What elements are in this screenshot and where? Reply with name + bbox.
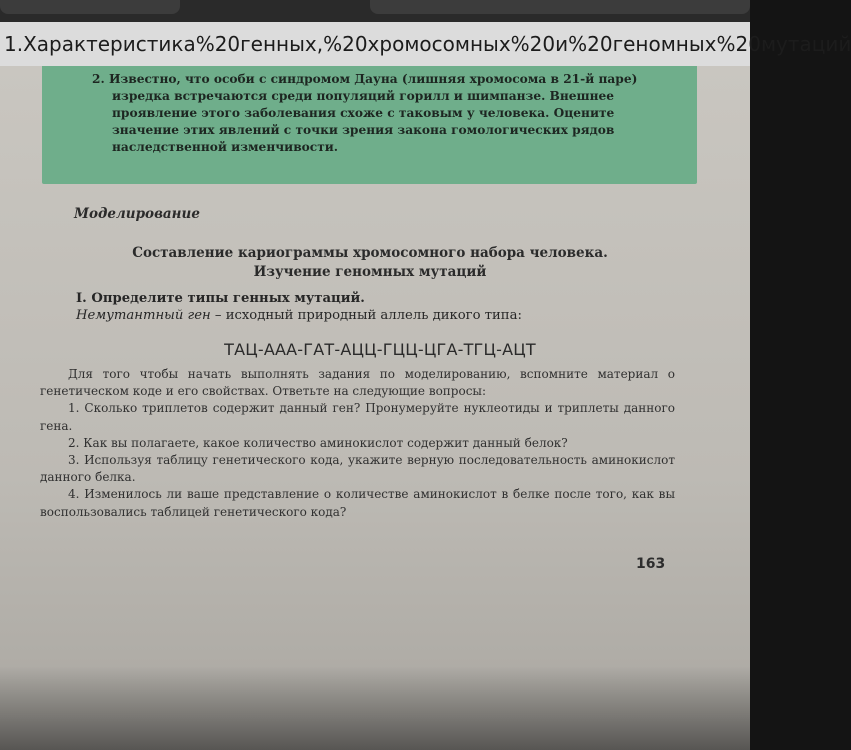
top-bar-segment-left — [0, 0, 180, 14]
bottom-shadow — [0, 666, 750, 750]
instructions — [40, 366, 675, 521]
question-2: 2. Как вы полагаете, какое количество аминокислот содержит данный белок? — [68, 435, 568, 450]
task-block — [76, 290, 676, 324]
question-1: 1. Сколько триплетов содержит данный ген? Пронумеруйте нуклеотиды и триплеты данного гена. — [40, 401, 675, 433]
question-3: 3. Используя таблицу генетического кода, укажите верную последовательность аминокислот данного белка. — [40, 453, 675, 485]
heading-line-2: Изучение геномных мутаций — [253, 264, 487, 280]
dna-sequence: ТАЦ-ААА-ГАТ-АЦЦ-ГЦЦ-ЦГА-ТГЦ-АЦТ — [224, 340, 536, 359]
exercise-number: 2. — [92, 72, 105, 86]
document-tab-title[interactable]: 1.Характеристика%20генных,%20хромосомных%20и%20геномных%20мутаций — [0, 22, 750, 66]
intro-paragraph: Для того чтобы начать выполнять задания по моделированию, вспомните материал о генетическом коде и его свойствах. Ответьте на следующие вопросы: — [40, 367, 675, 399]
task-title: I. Определите типы генных мутаций. — [76, 291, 365, 306]
exercise-text: Известно, что особи с синдромом Дауна (лишняя хромосома в 21-й паре) изредка встречаются среди популяций горилл и шимпанзе. Внешнее проявление этого заболевания схоже с таковым у человека. Оцените значение этих явлений с точки зрения закона гомологических рядов наследственной изменчивости. — [108, 72, 638, 154]
heading-line-1: Составление кариограммы хромосомного набора человека. — [132, 245, 608, 261]
exercise-box — [42, 66, 697, 184]
gene-description: – исходный природный аллель дикого типа: — [210, 308, 522, 323]
lesson-heading — [80, 244, 660, 282]
gene-label: Немутантный ген — [76, 308, 211, 323]
section-label: Моделирование — [74, 206, 200, 222]
top-bar — [0, 0, 750, 22]
top-bar-segment-right — [370, 0, 750, 14]
gene-line — [76, 307, 676, 324]
page-number: 163 — [636, 556, 666, 572]
question-4: 4. Изменилось ли ваше представление о количестве аминокислот в белке после того, как вы воспользовались таблицей генетического кода? — [40, 487, 675, 519]
book-page — [0, 66, 750, 750]
